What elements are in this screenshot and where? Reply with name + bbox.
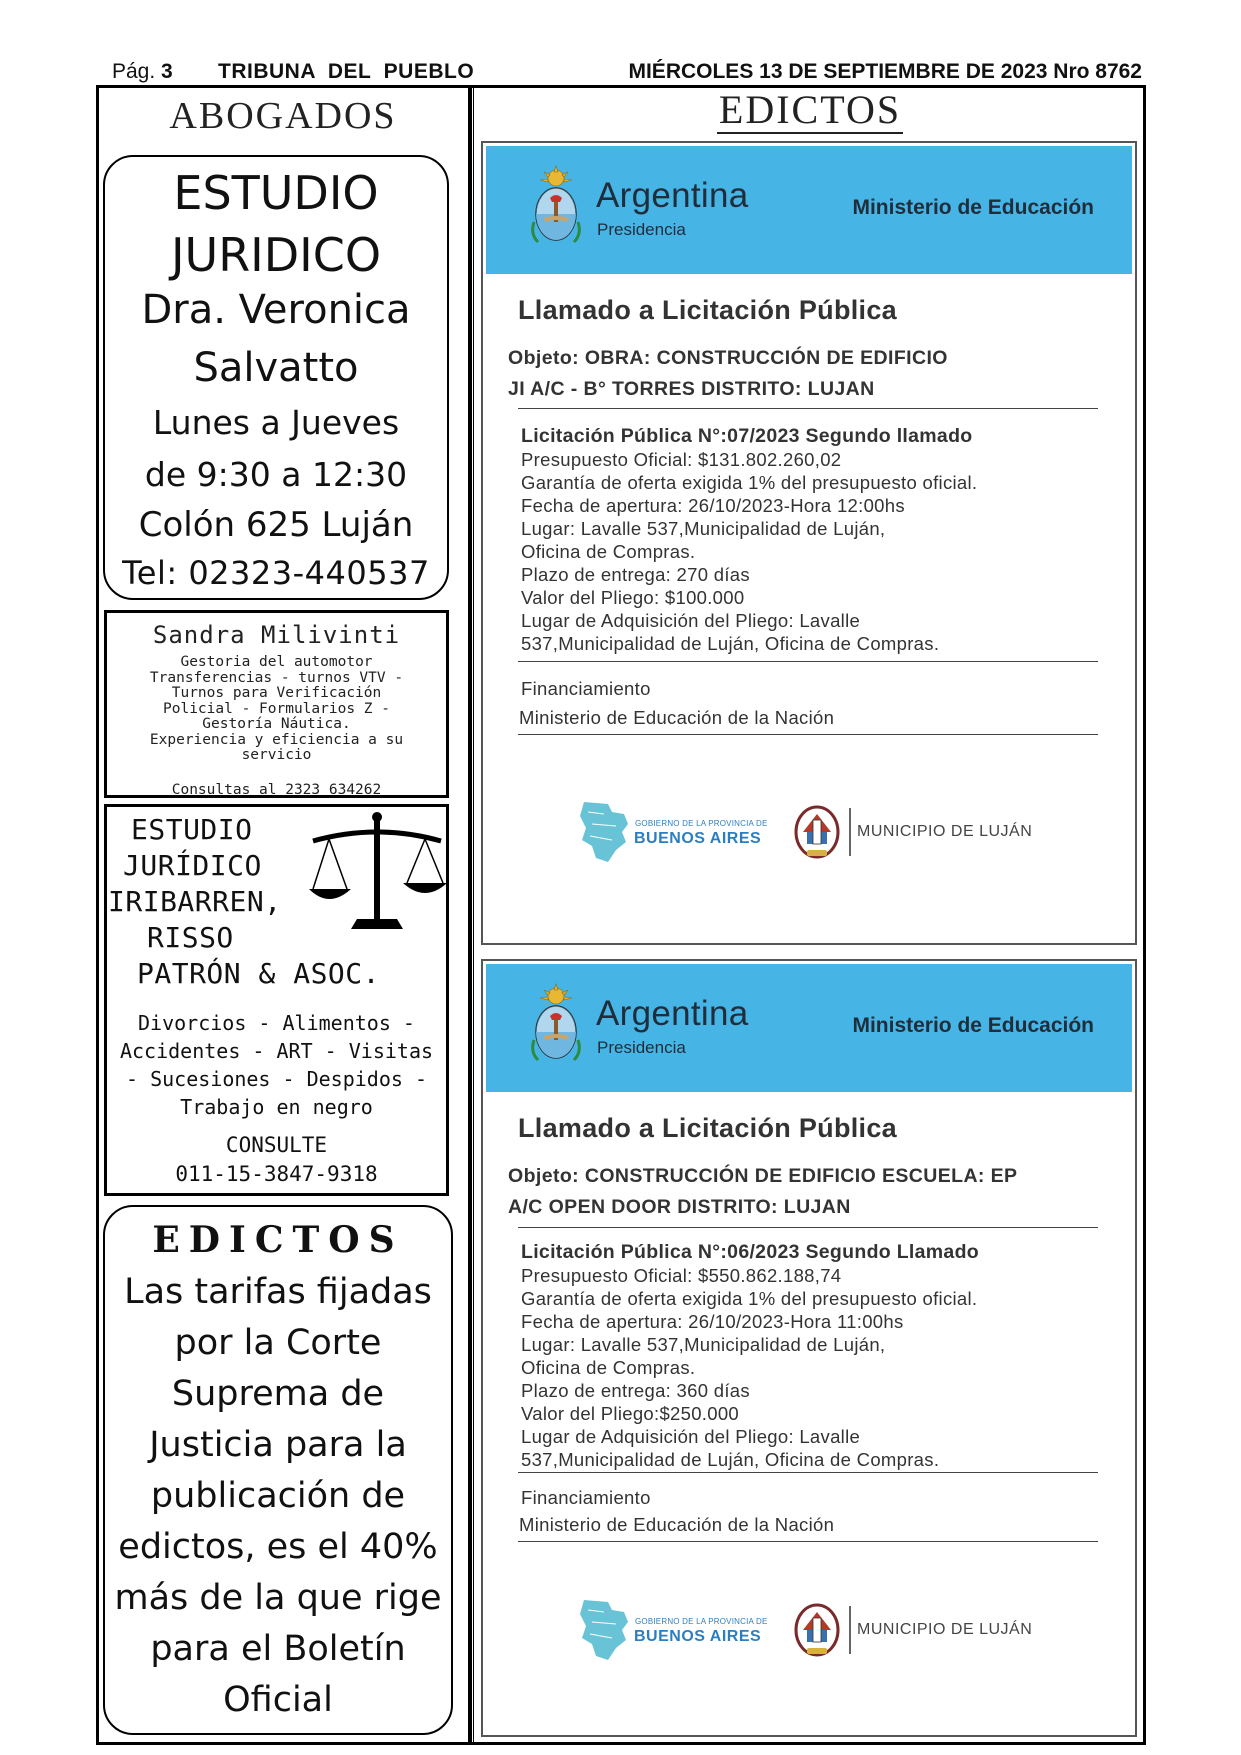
service-line: Accidentes - ART - Visitas bbox=[119, 1039, 434, 1063]
lujan-shield-icon bbox=[793, 802, 841, 862]
iribarren-phone: 011-15-3847-9318 bbox=[175, 1162, 378, 1186]
notice-object bbox=[508, 343, 948, 405]
municipality-name: MUNICIPIO DE LUJÁN bbox=[857, 1621, 1033, 1638]
detail-line: Fecha de apertura: 26/10/2023-Hora 11:00hs bbox=[521, 1311, 904, 1332]
detail-line: Valor del Pliego: $100.000 bbox=[521, 587, 745, 608]
detail-line: Garantía de oferta exigida 1% del presupuesto oficial. bbox=[521, 1288, 978, 1309]
banner-country: Argentina bbox=[596, 176, 749, 215]
buenos-aires-logo bbox=[578, 798, 768, 868]
office-phone: Tel: 02323-440537 bbox=[122, 554, 430, 592]
ad-title-line1: ESTUDIO bbox=[173, 166, 379, 220]
iribarren-line: IRIBARREN, bbox=[108, 885, 282, 918]
detail-line: Valor del Pliego:$250.000 bbox=[521, 1403, 740, 1424]
divider bbox=[518, 734, 1098, 735]
section-title-edictos-text: EDICTOS bbox=[718, 87, 902, 132]
edictos-notice-text bbox=[105, 1267, 451, 1726]
iribarren-contact bbox=[107, 1131, 446, 1189]
banner-office: Presidencia bbox=[597, 220, 686, 239]
office-days: Lunes a Jueves bbox=[152, 403, 400, 442]
edictos-notice-title: EDICTOS bbox=[152, 1219, 404, 1261]
divider bbox=[518, 661, 1098, 662]
divider bbox=[518, 1227, 1098, 1228]
gestoria-desc-line: Turnos para Verificación bbox=[171, 685, 382, 701]
object-line: Objeto: CONSTRUCCIÓN DE EDIFICIO ESCUELA: EP bbox=[508, 1165, 1018, 1187]
iribarren-line: JURÍDICO bbox=[123, 849, 262, 882]
lujan-logo bbox=[793, 798, 1033, 868]
detail-line: 537,Municipalidad de Luján, Oficina de Compras. bbox=[521, 1449, 940, 1470]
argentina-coat-of-arms-icon bbox=[524, 164, 588, 248]
banner-ministry: Ministerio de Educación bbox=[852, 196, 1094, 219]
logo-separator bbox=[849, 808, 851, 856]
notice-details bbox=[521, 425, 977, 655]
object-line: Objeto: OBRA: CONSTRUCCIÓN DE EDIFICIO bbox=[508, 347, 948, 369]
ad-estudio-salvatto bbox=[103, 155, 449, 600]
object-line: A/C OPEN DOOR DISTRITO: LUJAN bbox=[508, 1196, 851, 1218]
financing-entity: Ministerio de Educación de la Nación bbox=[519, 1514, 835, 1535]
buenos-aires-map-icon bbox=[578, 800, 630, 864]
notice-text-line: por la Corte bbox=[174, 1323, 382, 1363]
logo-separator bbox=[849, 1606, 851, 1654]
iribarren-line: RISSO bbox=[147, 921, 234, 954]
consult-label: CONSULTE bbox=[225, 1133, 328, 1157]
financing-label: Financiamiento bbox=[521, 1487, 651, 1508]
lawyer-name-line1: Dra. Veronica bbox=[141, 287, 411, 333]
gestoria-desc-line: servicio bbox=[241, 747, 312, 763]
issue-date: MIÉRCOLES 13 DE SEPTIEMBRE DE 2023 Nro 8762 bbox=[628, 60, 1142, 83]
page-number bbox=[112, 60, 173, 84]
service-line: Divorcios - Alimentos - bbox=[138, 1011, 415, 1035]
lawyer-name-line2: Salvatto bbox=[193, 345, 359, 391]
office-address: Colón 625 Luján bbox=[138, 505, 414, 545]
ad-title-line2: JURIDICO bbox=[170, 228, 382, 282]
ministry-banner bbox=[486, 964, 1132, 1092]
gestoria-desc-line: Policial - Formularios Z - bbox=[163, 700, 390, 717]
page-number-value: 3 bbox=[161, 60, 173, 83]
service-line: - Sucesiones - Despidos - bbox=[125, 1067, 428, 1091]
gestoria-description bbox=[107, 655, 446, 764]
column-divider-thin bbox=[473, 85, 474, 1745]
notice-text-line: más de la que rige bbox=[114, 1578, 442, 1618]
iribarren-line: PATRÓN & ASOC. bbox=[137, 957, 381, 990]
lujan-logo bbox=[793, 1596, 1033, 1666]
detail-line: Lugar de Adquisición del Pliego: Lavalle bbox=[521, 1426, 861, 1447]
argentina-coat-of-arms-icon bbox=[524, 982, 588, 1066]
detail-line: Garantía de oferta exigida 1% del presupuesto oficial. bbox=[521, 472, 978, 493]
section-title-abogados: ABOGADOS bbox=[169, 95, 397, 137]
divider bbox=[518, 1472, 1098, 1473]
ba-government-label: GOBIERNO DE LA PROVINCIA DE bbox=[635, 819, 768, 828]
gestoria-phone: Consultas al 2323 634262 bbox=[171, 781, 382, 798]
notice-text-line: Justicia para la bbox=[149, 1425, 407, 1465]
notice-text-line: edictos, es el 40% bbox=[118, 1527, 438, 1567]
section-title-edictos bbox=[476, 86, 1144, 133]
banner-ministry: Ministerio de Educación bbox=[852, 1014, 1094, 1037]
notice-text-line: publicación de bbox=[150, 1476, 406, 1516]
detail-line: Fecha de apertura: 26/10/2023-Hora 12:00hs bbox=[521, 495, 905, 516]
notice-object bbox=[508, 1161, 1017, 1223]
municipality-name: MUNICIPIO DE LUJÁN bbox=[857, 823, 1033, 840]
detail-line: Lugar de Adquisición del Pliego: Lavalle bbox=[521, 610, 861, 631]
ad-gestoria-milivinti bbox=[104, 610, 449, 798]
tender-notice-2 bbox=[481, 959, 1137, 1737]
detail-line: Plazo de entrega: 360 días bbox=[521, 1380, 750, 1401]
detail-line: Presupuesto Oficial: $131.802.260,02 bbox=[521, 449, 842, 470]
object-line: JI A/C - B° TORRES DISTRITO: LUJAN bbox=[508, 378, 875, 400]
buenos-aires-map-icon bbox=[578, 1598, 630, 1662]
edictos-tariff-notice bbox=[103, 1205, 453, 1735]
notice-text-line: Las tarifas fijadas bbox=[124, 1272, 432, 1312]
detail-line: Oficina de Compras. bbox=[521, 541, 696, 562]
column-divider bbox=[468, 85, 472, 1745]
tender-notice-1 bbox=[481, 141, 1137, 945]
divider bbox=[518, 1541, 1098, 1542]
tender-number: Licitación Pública N°:07/2023 Segundo llamado bbox=[521, 425, 973, 447]
gestoria-desc-line: Gestoria del automotor bbox=[180, 654, 373, 670]
page-header bbox=[112, 60, 1142, 86]
detail-line: Lugar: Lavalle 537,Municipalidad de Luján, bbox=[521, 518, 886, 539]
notice-title: Llamado a Licitación Pública bbox=[518, 1113, 897, 1143]
scales-of-justice-icon bbox=[307, 811, 447, 936]
gestoria-desc-line: Experiencia y eficiencia a su bbox=[149, 731, 404, 748]
notice-text-line: Suprema de bbox=[171, 1374, 385, 1414]
tender-number: Licitación Pública N°:06/2023 Segundo Llamado bbox=[521, 1241, 979, 1263]
detail-line: Lugar: Lavalle 537,Municipalidad de Luján, bbox=[521, 1334, 886, 1355]
office-hours: de 9:30 a 12:30 bbox=[144, 455, 408, 494]
buenos-aires-logo bbox=[578, 1596, 768, 1666]
page-label: Pág. bbox=[112, 60, 156, 83]
divider bbox=[518, 408, 1098, 409]
service-line: Trabajo en negro bbox=[180, 1095, 373, 1119]
gestoria-name: Sandra Milivinti bbox=[152, 621, 401, 649]
detail-line: Oficina de Compras. bbox=[521, 1357, 696, 1378]
ba-province-name: BUENOS AIRES bbox=[634, 830, 762, 847]
gestoria-desc-line: Transferencias - turnos VTV - bbox=[149, 669, 404, 686]
detail-line: Plazo de entrega: 270 días bbox=[521, 564, 750, 585]
banner-country: Argentina bbox=[596, 994, 749, 1033]
ad-estudio-iribarren bbox=[104, 804, 449, 1196]
lujan-shield-icon bbox=[793, 1600, 841, 1660]
ba-province-name: BUENOS AIRES bbox=[634, 1628, 762, 1645]
detail-line: Presupuesto Oficial: $550.862.188,74 bbox=[521, 1265, 842, 1286]
newspaper-name: TRIBUNA DEL PUEBLO bbox=[218, 60, 475, 83]
banner-office: Presidencia bbox=[597, 1038, 686, 1057]
financing-entity: Ministerio de Educación de la Nación bbox=[519, 707, 835, 728]
iribarren-services bbox=[107, 1009, 446, 1121]
detail-line: 537,Municipalidad de Luján, Oficina de Compras. bbox=[521, 633, 940, 654]
iribarren-line: ESTUDIO bbox=[131, 813, 253, 846]
notice-title: Llamado a Licitación Pública bbox=[518, 295, 897, 325]
gestoria-desc-line: Gestoría Náutica. bbox=[202, 716, 351, 732]
notice-details bbox=[521, 1241, 979, 1471]
ba-government-label: GOBIERNO DE LA PROVINCIA DE bbox=[635, 1617, 768, 1626]
financing-label: Financiamiento bbox=[521, 678, 651, 699]
ministry-banner bbox=[486, 146, 1132, 274]
notice-text-line: Oficial bbox=[223, 1680, 333, 1720]
notice-text-line: para el Boletín bbox=[150, 1629, 406, 1669]
